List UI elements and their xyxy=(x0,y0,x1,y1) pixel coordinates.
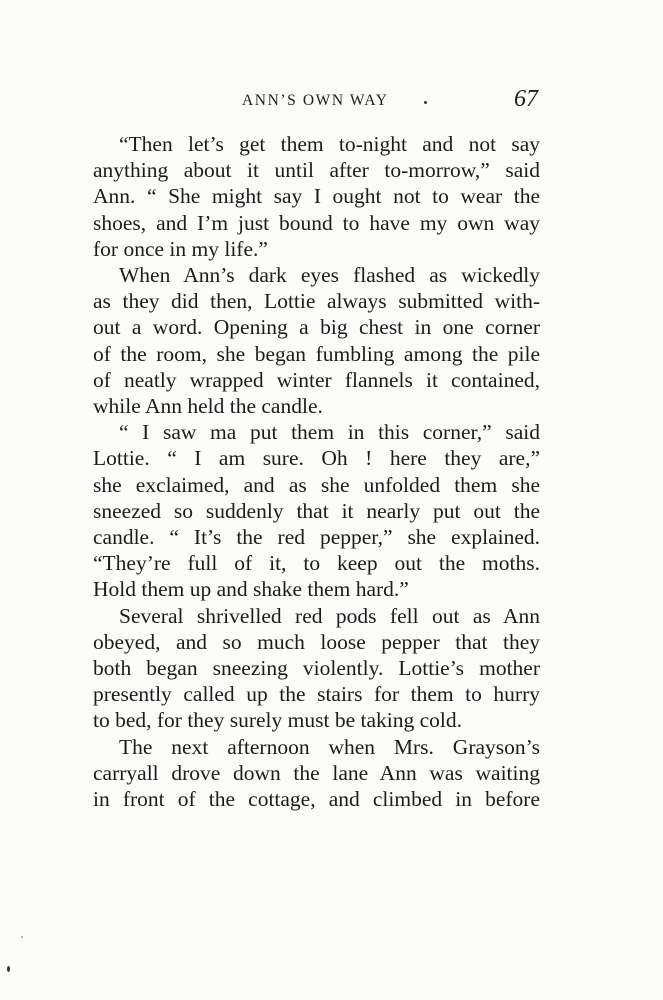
text-line: as they did then, Lottie always submitted with- xyxy=(93,289,540,314)
page-number: 67 xyxy=(514,86,538,112)
text-line: shoes, and I’m just bound to have my own way xyxy=(93,210,540,235)
paragraph-2 xyxy=(93,262,540,419)
print-speck xyxy=(7,966,10,972)
text-line: When Ann’s dark eyes flashed as wickedly xyxy=(119,263,540,288)
text-line: in front of the cottage, and climbed in before xyxy=(93,787,540,812)
text-line: Hold them up and shake them hard.” xyxy=(93,577,409,602)
text-line: Lottie. “ I am sure. Oh ! here they are,” xyxy=(93,446,540,471)
text-line: she exclaimed, and as she unfolded them she xyxy=(93,472,540,497)
print-speck xyxy=(424,101,427,104)
text-line: “Then let’s get them to-night and not say xyxy=(119,132,540,156)
text-line: anything about it until after to-morrow,” said xyxy=(93,158,540,183)
text-line: of neatly wrapped winter flannels it contained, xyxy=(93,367,540,392)
text-line: to bed, for they surely must be taking cold. xyxy=(93,708,463,733)
text-line: out a word. Opening a big chest in one corner xyxy=(93,315,540,340)
text-line: presently called up the stairs for them to hurry xyxy=(93,682,540,707)
paragraph-4 xyxy=(93,603,540,734)
text-line: obeyed, and so much loose pepper that they xyxy=(93,629,540,654)
text-line: for once in my life.” xyxy=(93,236,268,261)
text-line: carryall drove down the lane Ann was waiting xyxy=(93,760,540,785)
text-line: while Ann held the candle. xyxy=(93,394,323,419)
body-text xyxy=(93,131,540,812)
text-line: “They’re full of it, to keep out the moths. xyxy=(93,551,540,576)
text-line: Several shrivelled red pods fell out as Ann xyxy=(119,603,540,628)
text-line: The next afternoon when Mrs. Grayson’s xyxy=(119,734,540,759)
paragraph-1 xyxy=(93,131,540,262)
text-line: of the room, she began fumbling among the pile xyxy=(93,341,540,366)
text-line: Ann. “ She might say I ought not to wear the xyxy=(93,184,540,209)
text-line: both began sneezing violently. Lottie’s mother xyxy=(93,656,540,681)
running-title: ANN’S OWN WAY xyxy=(242,92,389,109)
running-head xyxy=(118,86,540,116)
text-line: candle. “ It’s the red pepper,” she explained. xyxy=(93,525,540,550)
print-speck xyxy=(21,936,23,938)
paragraph-5 xyxy=(93,734,540,813)
paragraph-3 xyxy=(93,419,540,602)
text-line: sneezed so suddenly that it nearly put out the xyxy=(93,498,540,523)
text-line: “ I saw ma put them in this corner,” said xyxy=(119,420,540,445)
